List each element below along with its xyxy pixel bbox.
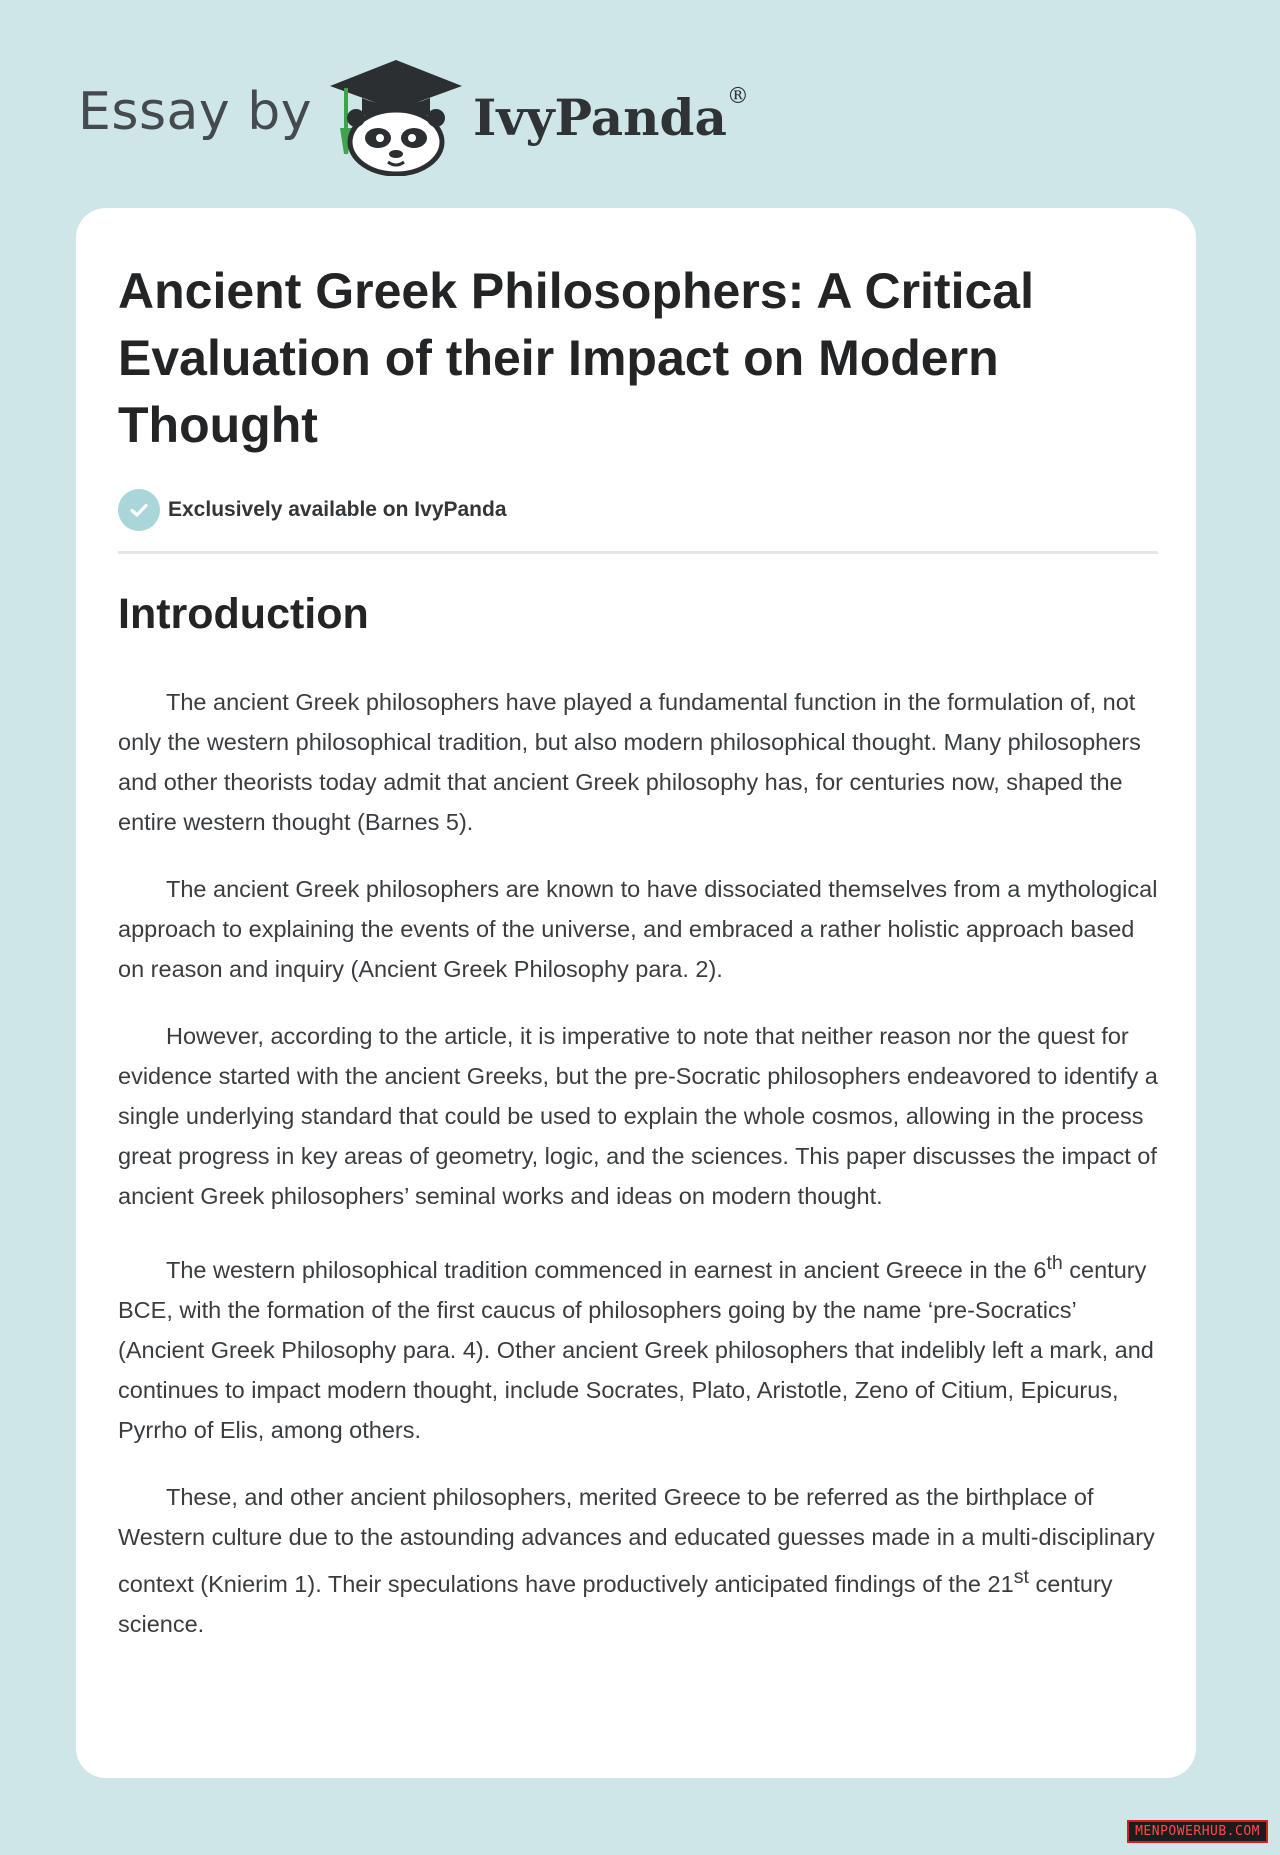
section-heading: Introduction [118, 590, 369, 638]
registered-mark: ® [726, 84, 749, 109]
brand-name[interactable]: IvyPanda® [473, 84, 749, 147]
essay-body [118, 682, 1158, 1671]
exclusive-badge [118, 488, 507, 532]
paragraph [118, 1243, 1158, 1450]
check-circle-icon [118, 489, 160, 531]
essay-card [76, 208, 1196, 1778]
paragraph: The ancient Greek philosophers have played a fundamental function in the formulation of, not only the western philosophical tradition, but also modern philosophical thought. Many philosophers and other theorists today admit that ancient Greek philosophy has, for centuries now, shaped the entire western thought (Barnes 5). [118, 689, 1141, 835]
ordinal-suffix: st [1013, 1565, 1029, 1588]
essay-by-label: Essay by [78, 82, 312, 142]
paragraph-text: century BCE, with the formation of the first caucus of philosophers going by the name ‘pre-Socratics’ (Ancient Greek Philosophy para. 4). Other ancient Greek philosophers that indelibly left a mark, and continues to impact modern thought, include Socrates, Plato, Aristotle, Zeno of Citium, Epicurus, Pyrrho of Elis, among others. [118, 1256, 1154, 1443]
site-header [78, 58, 778, 178]
paragraph-text: The western philosophical tradition commenced in earnest in ancient Greece in the 6 [166, 1256, 1047, 1283]
page-title: Ancient Greek Philosophers: A Critical Evaluation of their Impact on Modern Thought [118, 263, 1034, 453]
ordinal-suffix: th [1046, 1252, 1063, 1274]
paragraph-text: These, and other ancient philosophers, merited Greece to be referred as the birthplace of Western culture due to the astounding advances and educated guesses made in a multi-disciplinary context (Knierim 1). Their speculations have productively anticipated findings of the 21 [118, 1483, 1155, 1597]
paragraph-text: century science. [118, 1570, 1113, 1637]
paragraph: However, according to the article, it is imperative to note that neither reason nor the quest for evidence started with the ancient Greeks, but the pre-Socratic philosophers endeavored to identify a single underlying standard that could be used to explain the whole cosmos, allowing in the process great progress in key areas of geometry, logic, and the sciences. This paper discusses the impact of ancient Greek philosophers’ seminal works and ideas on modern thought. [118, 1023, 1158, 1209]
paragraph [118, 1477, 1158, 1644]
paragraph: The ancient Greek philosophers are known to have dissociated themselves from a mythological approach to explaining the events of the universe, and embraced a rather holistic approach based on reason and inquiry (Ancient Greek Philosophy para. 2). [118, 876, 1158, 982]
watermark-badge: MENPOWERHUB.COM [1127, 1820, 1268, 1843]
divider [118, 551, 1158, 554]
exclusive-badge-label: Exclusively available on IvyPanda [168, 498, 507, 521]
panda-graduate-logo-icon[interactable] [326, 58, 466, 176]
